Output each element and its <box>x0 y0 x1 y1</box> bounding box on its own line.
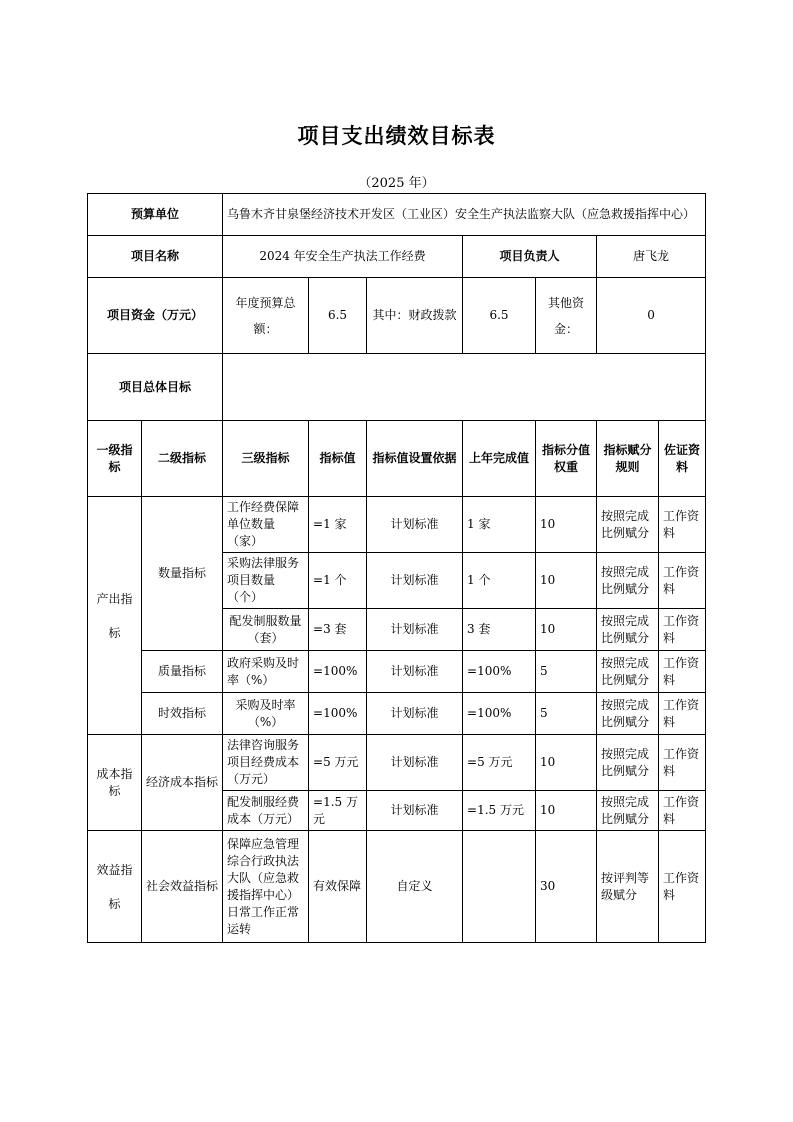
header-value: 指标值 <box>309 421 367 497</box>
indicator-value: =5 万元 <box>309 735 367 791</box>
other-funds-value: 0 <box>597 278 706 354</box>
level3-name: 配发制服经费成本（万元） <box>223 791 309 831</box>
annual-budget-value: 6.5 <box>309 278 367 354</box>
last-year-value: =100% <box>463 693 536 735</box>
budget-unit-row <box>88 194 706 236</box>
evidence: 工作资料 <box>659 553 706 609</box>
level3-name: 采购法律服务项目数量（个） <box>223 553 309 609</box>
table-row <box>88 693 706 735</box>
last-year-value: 1 家 <box>463 497 536 553</box>
level2-timeliness: 时效指标 <box>142 693 223 735</box>
level2-quantity: 数量指标 <box>142 497 223 651</box>
header-weight: 指标分值权重 <box>536 421 597 497</box>
indicator-weight: 10 <box>536 735 597 791</box>
header-level1: 一级指标 <box>88 421 142 497</box>
header-level2: 二级指标 <box>142 421 223 497</box>
level2-economic-cost: 经济成本指标 <box>142 735 223 831</box>
level3-name: 政府采购及时率（%） <box>223 651 309 693</box>
project-leader-value: 唐飞龙 <box>597 236 706 278</box>
evidence: 工作资料 <box>659 735 706 791</box>
project-name-label: 项目名称 <box>88 236 223 278</box>
scoring-rule: 按照完成比例赋分 <box>597 553 659 609</box>
level2-quality: 质量指标 <box>142 651 223 693</box>
indicator-weight: 10 <box>536 609 597 651</box>
scoring-rule: 按照完成比例赋分 <box>597 735 659 791</box>
indicator-basis: 计划标准 <box>367 609 463 651</box>
scoring-rule: 按照完成比例赋分 <box>597 693 659 735</box>
project-funds-label: 项目资金（万元） <box>88 278 223 354</box>
budget-unit-value: 乌鲁木齐甘泉堡经济技术开发区（工业区）安全生产执法监察大队（应急救援指挥中心） <box>223 194 706 236</box>
indicator-basis: 计划标准 <box>367 651 463 693</box>
last-year-value: =100% <box>463 651 536 693</box>
indicator-basis: 计划标准 <box>367 735 463 791</box>
evidence: 工作资料 <box>659 609 706 651</box>
level3-name: 法律咨询服务项目经费成本（万元） <box>223 735 309 791</box>
indicator-basis: 自定义 <box>367 831 463 943</box>
last-year-value: =1.5 万元 <box>463 791 536 831</box>
indicator-value: =1 个 <box>309 553 367 609</box>
evidence: 工作资料 <box>659 497 706 553</box>
budget-unit-label: 预算单位 <box>88 194 223 236</box>
scoring-rule: 按照完成比例赋分 <box>597 609 659 651</box>
indicator-value: =3 套 <box>309 609 367 651</box>
fiscal-allocation-value: 6.5 <box>463 278 536 354</box>
header-evidence: 佐证资料 <box>659 421 706 497</box>
table-row <box>88 497 706 553</box>
overall-goal-value <box>223 354 706 421</box>
indicator-weight: 10 <box>536 553 597 609</box>
indicator-value: =1 家 <box>309 497 367 553</box>
level1-output: 产出指标 <box>88 497 142 735</box>
page-title: 项目支出绩效目标表 <box>297 124 496 148</box>
indicator-value: =100% <box>309 651 367 693</box>
project-name-row <box>88 236 706 278</box>
project-name-value: 2024 年安全生产执法工作经费 <box>223 236 463 278</box>
evidence: 工作资料 <box>659 831 706 943</box>
indicator-value: =100% <box>309 693 367 735</box>
header-level3: 三级指标 <box>223 421 309 497</box>
other-funds-label: 其他资金： <box>536 278 597 354</box>
evidence: 工作资料 <box>659 693 706 735</box>
annual-budget-label: 年度预算总额： <box>223 278 309 354</box>
last-year-value <box>463 831 536 943</box>
project-leader-label: 项目负责人 <box>463 236 597 278</box>
indicator-value: 有效保障 <box>309 831 367 943</box>
table-row <box>88 735 706 791</box>
evidence: 工作资料 <box>659 651 706 693</box>
level3-name: 保障应急管理综合行政执法大队（应急救援指挥中心）日常工作正常运转 <box>223 831 309 943</box>
table-row <box>88 651 706 693</box>
level3-name: 工作经费保障单位数量（家） <box>223 497 309 553</box>
header-last-year: 上年完成值 <box>463 421 536 497</box>
overall-goal-label: 项目总体目标 <box>88 354 223 421</box>
evidence: 工作资料 <box>659 791 706 831</box>
table-row <box>88 831 706 943</box>
scoring-rule: 按评判等级赋分 <box>597 831 659 943</box>
project-funds-row <box>88 278 706 354</box>
indicator-basis: 计划标准 <box>367 693 463 735</box>
header-rule: 指标赋分规则 <box>597 421 659 497</box>
scoring-rule: 按照完成比例赋分 <box>597 651 659 693</box>
indicator-weight: 30 <box>536 831 597 943</box>
last-year-value: 3 套 <box>463 609 536 651</box>
overall-goal-row <box>88 354 706 421</box>
scoring-rule: 按照完成比例赋分 <box>597 497 659 553</box>
indicator-basis: 计划标准 <box>367 497 463 553</box>
scoring-rule: 按照完成比例赋分 <box>597 791 659 831</box>
fiscal-allocation-label: 其中：财政拨款 <box>367 278 463 354</box>
last-year-value: =5 万元 <box>463 735 536 791</box>
indicator-weight: 5 <box>536 651 597 693</box>
report-year: （2025 年） <box>358 176 435 191</box>
indicator-weight: 5 <box>536 693 597 735</box>
level2-social-benefit: 社会效益指标 <box>142 831 223 943</box>
indicator-value: =1.5 万元 <box>309 791 367 831</box>
level3-name: 配发制服数量（套） <box>223 609 309 651</box>
header-basis: 指标值设置依据 <box>367 421 463 497</box>
performance-target-table <box>87 193 706 943</box>
level1-cost: 成本指标 <box>88 735 142 831</box>
level1-benefit: 效益指标 <box>88 831 142 943</box>
last-year-value: 1 个 <box>463 553 536 609</box>
indicator-basis: 计划标准 <box>367 553 463 609</box>
indicator-header-row <box>88 421 706 497</box>
indicator-basis: 计划标准 <box>367 791 463 831</box>
indicator-weight: 10 <box>536 791 597 831</box>
level3-name: 采购及时率（%） <box>223 693 309 735</box>
indicator-weight: 10 <box>536 497 597 553</box>
